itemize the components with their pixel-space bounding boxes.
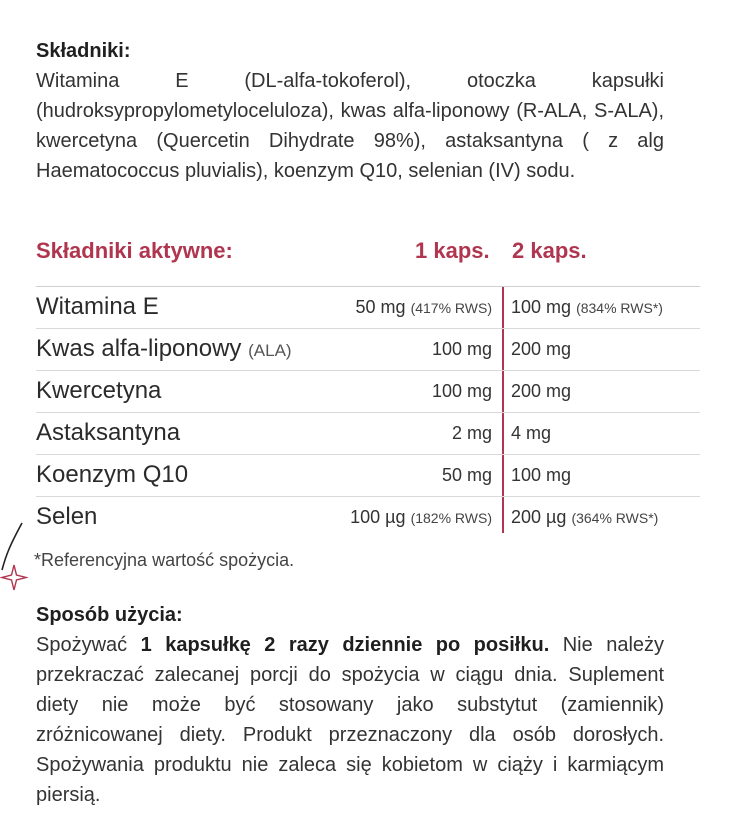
column-2-capsules-header: 2 kaps. — [512, 238, 587, 263]
ingredient-name: Kwercetyna — [36, 377, 162, 404]
ingredient-name: Astaksantyna — [36, 419, 181, 446]
table-row — [36, 413, 700, 455]
table-row — [36, 497, 700, 538]
value-1-capsule: 100 mg — [431, 339, 492, 359]
footnote: *Referencyjna wartość spożycia. — [34, 550, 295, 570]
value-1-capsule: 100 µg (182% RWS) — [350, 507, 492, 527]
value-1-capsule: 50 mg (417% RWS) — [355, 297, 492, 317]
column-1-capsule-header: 1 kaps. — [415, 238, 490, 263]
ingredient-name: Witamina E — [36, 293, 159, 320]
usage-section — [36, 600, 664, 810]
usage-heading: Sposób użycia: — [36, 604, 183, 626]
ingredients-heading: Składniki: — [36, 40, 131, 62]
value-2-capsules: 100 mg (834% RWS*) — [511, 297, 663, 317]
ingredients-section — [36, 36, 664, 186]
table-row — [36, 286, 700, 329]
usage-text: Spożywać 1 kapsułkę 2 razy dziennie po posiłku. Nie należy przekraczać zalecanej porcji do spożycia w ciągu dnia. Suplement diety nie może być stosowany jako substytut (zamiennik) zróżnicowanej diety. Produkt przeznaczony dla osób dorosłych. Spożywania produktu nie zaleca się kobietom w ciąży i karmiącym piersią. — [36, 634, 665, 806]
active-ingredients-heading: Składniki aktywne: — [36, 238, 233, 263]
active-ingredients-table — [36, 286, 700, 538]
value-1-capsule: 100 mg — [431, 381, 492, 401]
table-row — [36, 371, 700, 413]
value-2-capsules: 200 mg — [511, 381, 572, 401]
value-2-capsules: 4 mg — [511, 423, 552, 443]
decorative-sparkle-icon — [0, 515, 28, 615]
value-2-capsules: 200 mg — [511, 339, 572, 359]
dosage-bold: 1 kapsułkę 2 razy dziennie po posiłku. — [140, 634, 550, 656]
value-1-capsule: 50 mg — [441, 465, 492, 485]
ingredient-name: Kwas alfa-liponowy (ALA) — [36, 335, 292, 362]
value-1-capsule: 2 mg — [451, 423, 492, 443]
table-row — [36, 455, 700, 497]
value-2-capsules: 100 mg — [511, 465, 572, 485]
table-row — [36, 329, 700, 371]
ingredient-name: Selen — [36, 503, 98, 530]
active-ingredients-header — [36, 238, 636, 270]
ingredients-text: Witamina E (DL-alfa-tokoferol), otoczka kapsułki (hudroksypropylometyloceluloza), kwas alfa-liponowy (R-ALA, S-ALA), kwercetyna (Quercetin Dihydrate 98%), astaksantyna ( z alg Haematococcus pluvialis), koenzym Q10, selenian (IV) sodu. — [36, 70, 664, 182]
ingredient-name: Koenzym Q10 — [36, 461, 189, 488]
value-2-capsules: 200 µg (364% RWS*) — [511, 507, 659, 527]
